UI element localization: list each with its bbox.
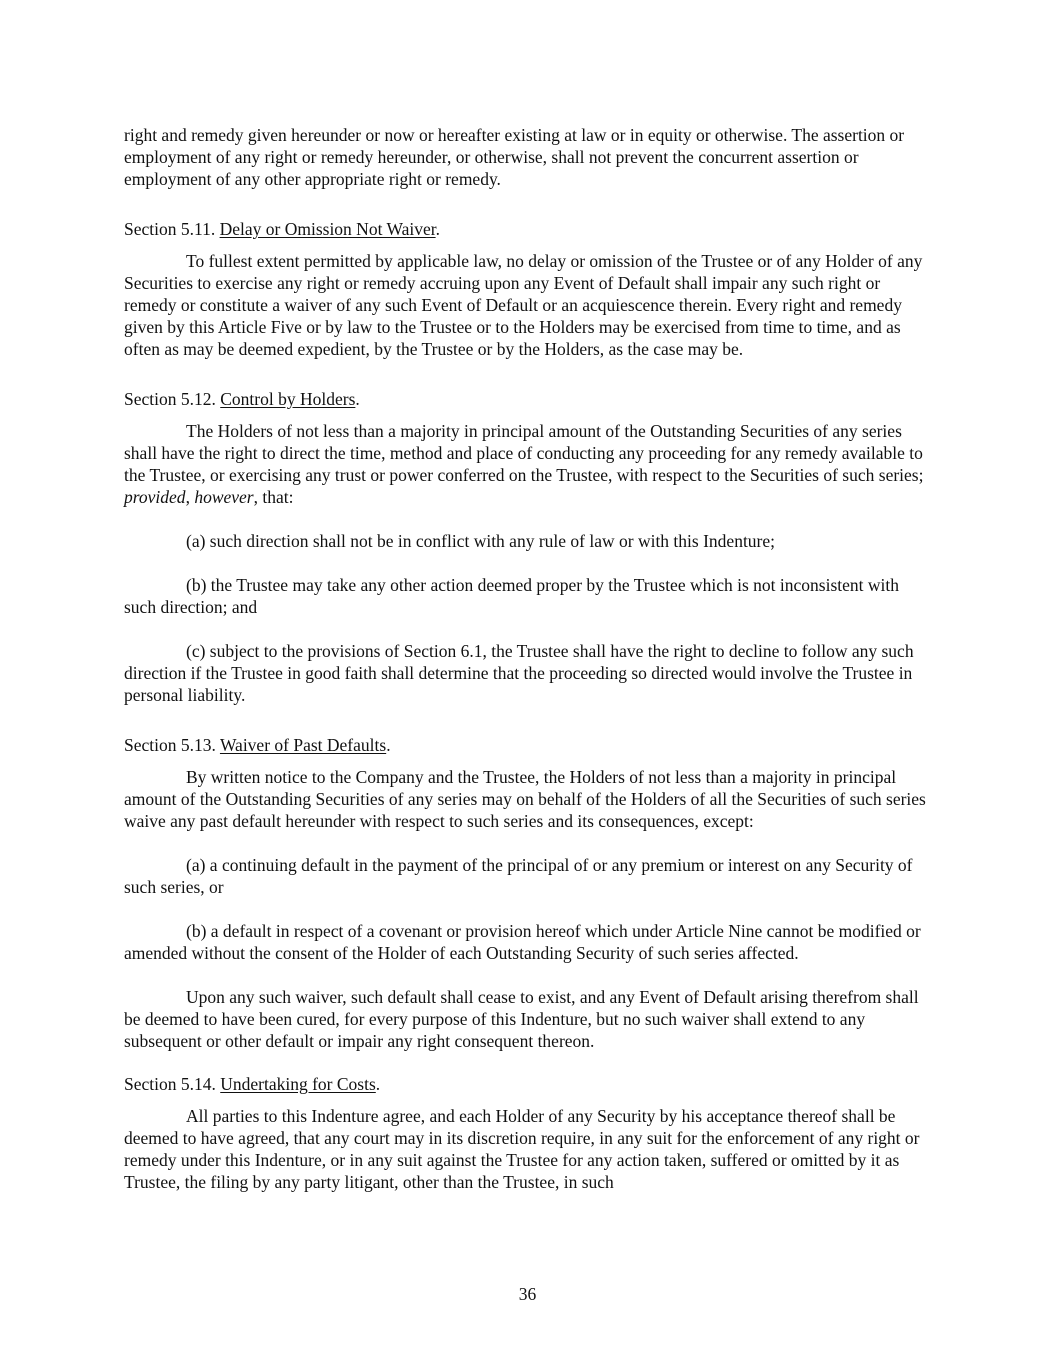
section-number: Section 5.12. bbox=[124, 389, 221, 409]
section-5-12-heading bbox=[124, 388, 932, 410]
heading-period: . bbox=[435, 219, 440, 239]
page-number: 36 bbox=[518, 1284, 537, 1304]
heading-period: . bbox=[386, 735, 391, 755]
document-page bbox=[124, 124, 932, 1193]
section-5-13-item-b: (b) a default in respect of a covenant or provision hereof which under Article Nine cannot be modified or amended without the consent of the Holder of each Outstanding Security of such series affected. bbox=[124, 921, 921, 963]
intro-paragraph: right and remedy given hereunder or now or hereafter existing at law or in equity or otherwise. The assertion or employment of any right or remedy hereunder, or otherwise, shall not prevent the concurrent assertion or employment of any other appropriate right or remedy. bbox=[124, 125, 905, 189]
section-5-11-heading bbox=[124, 218, 932, 240]
section-5-12-item-c: (c) subject to the provisions of Section 6.1, the Trustee shall have the right to decline to follow any such direction if the Trustee in good faith shall determine that the proceeding so directed would involve the Trustee in personal liability. bbox=[124, 641, 914, 705]
section-title: Control by Holders bbox=[220, 389, 356, 409]
paragraph-text: , bbox=[185, 487, 195, 507]
section-5-13-paragraph: By written notice to the Company and the Trustee, the Holders of not less than a majority in principal amount of the Outstanding Securities of any series may on behalf of the Holders of all the Securities of such series waive any past default hereunder with respect to such series and its consequences, except: bbox=[124, 767, 926, 831]
section-5-13-closing-paragraph: Upon any such waiver, such default shall cease to exist, and any Event of Default arising therefrom shall be deemed to have been cured, for every purpose of this Indenture, but no such waiver shall extend to any subsequent or other default or impair any right consequent thereon. bbox=[124, 987, 919, 1051]
section-number: Section 5.11. bbox=[124, 219, 220, 239]
section-5-11-paragraph: To fullest extent permitted by applicable law, no delay or omission of the Trustee or of any Holder of any Securities to exercise any right or remedy accruing upon any Event of Default shall impair any such right or remedy or constitute a waiver of any such Event of Default or an acquiescence therein. Every right and remedy given by this Article Five or by law to the Trustee or to the Holders may be exercised from time to time, and as often as may be deemed expedient, by the Trustee or by the Holders, as the case may be. bbox=[124, 251, 923, 359]
section-5-12-item-a: (a) such direction shall not be in conflict with any rule of law or with this Indenture; bbox=[186, 531, 776, 551]
section-5-13-item-a: (a) a continuing default in the payment of the principal of or any premium or interest on any Security of such series, or bbox=[124, 855, 913, 897]
paragraph-text: The Holders of not less than a majority in principal amount of the Outstanding Securities of any series shall have the right to direct the time, method and place of conducting any proceeding for any remedy available to the Trustee, or exercising any trust or power conferred on the Trustee, with respect to the Securities of such series; bbox=[124, 421, 924, 485]
paragraph-text: , that: bbox=[253, 487, 294, 507]
section-title: Waiver of Past Defaults bbox=[219, 735, 387, 755]
italic-however: however bbox=[194, 487, 254, 507]
section-5-14-paragraph: All parties to this Indenture agree, and each Holder of any Security by his acceptance thereof shall be deemed to have agreed, that any court may in its discretion require, in any suit for the enforcement of any right or remedy under this Indenture, or in any suit against the Trustee for any action taken, suffered or omitted by it as Trustee, the filing by any party litigant, other than the Trustee, in such bbox=[124, 1106, 920, 1192]
section-5-12-item-b: (b) the Trustee may take any other action deemed proper by the Trustee which is not inconsistent with such direction; and bbox=[124, 575, 899, 617]
heading-period: . bbox=[375, 1074, 381, 1094]
heading-period: . bbox=[355, 389, 360, 409]
section-5-14-heading bbox=[124, 1073, 932, 1095]
section-title: Delay or Omission Not Waiver bbox=[219, 219, 436, 239]
section-number: Section 5.14. bbox=[124, 1074, 221, 1094]
section-number: Section 5.13. bbox=[124, 735, 220, 755]
section-5-13-heading bbox=[124, 734, 932, 756]
italic-provided: provided bbox=[124, 487, 186, 507]
section-5-12-paragraph bbox=[124, 420, 932, 508]
section-title: Undertaking for Costs bbox=[220, 1074, 376, 1094]
